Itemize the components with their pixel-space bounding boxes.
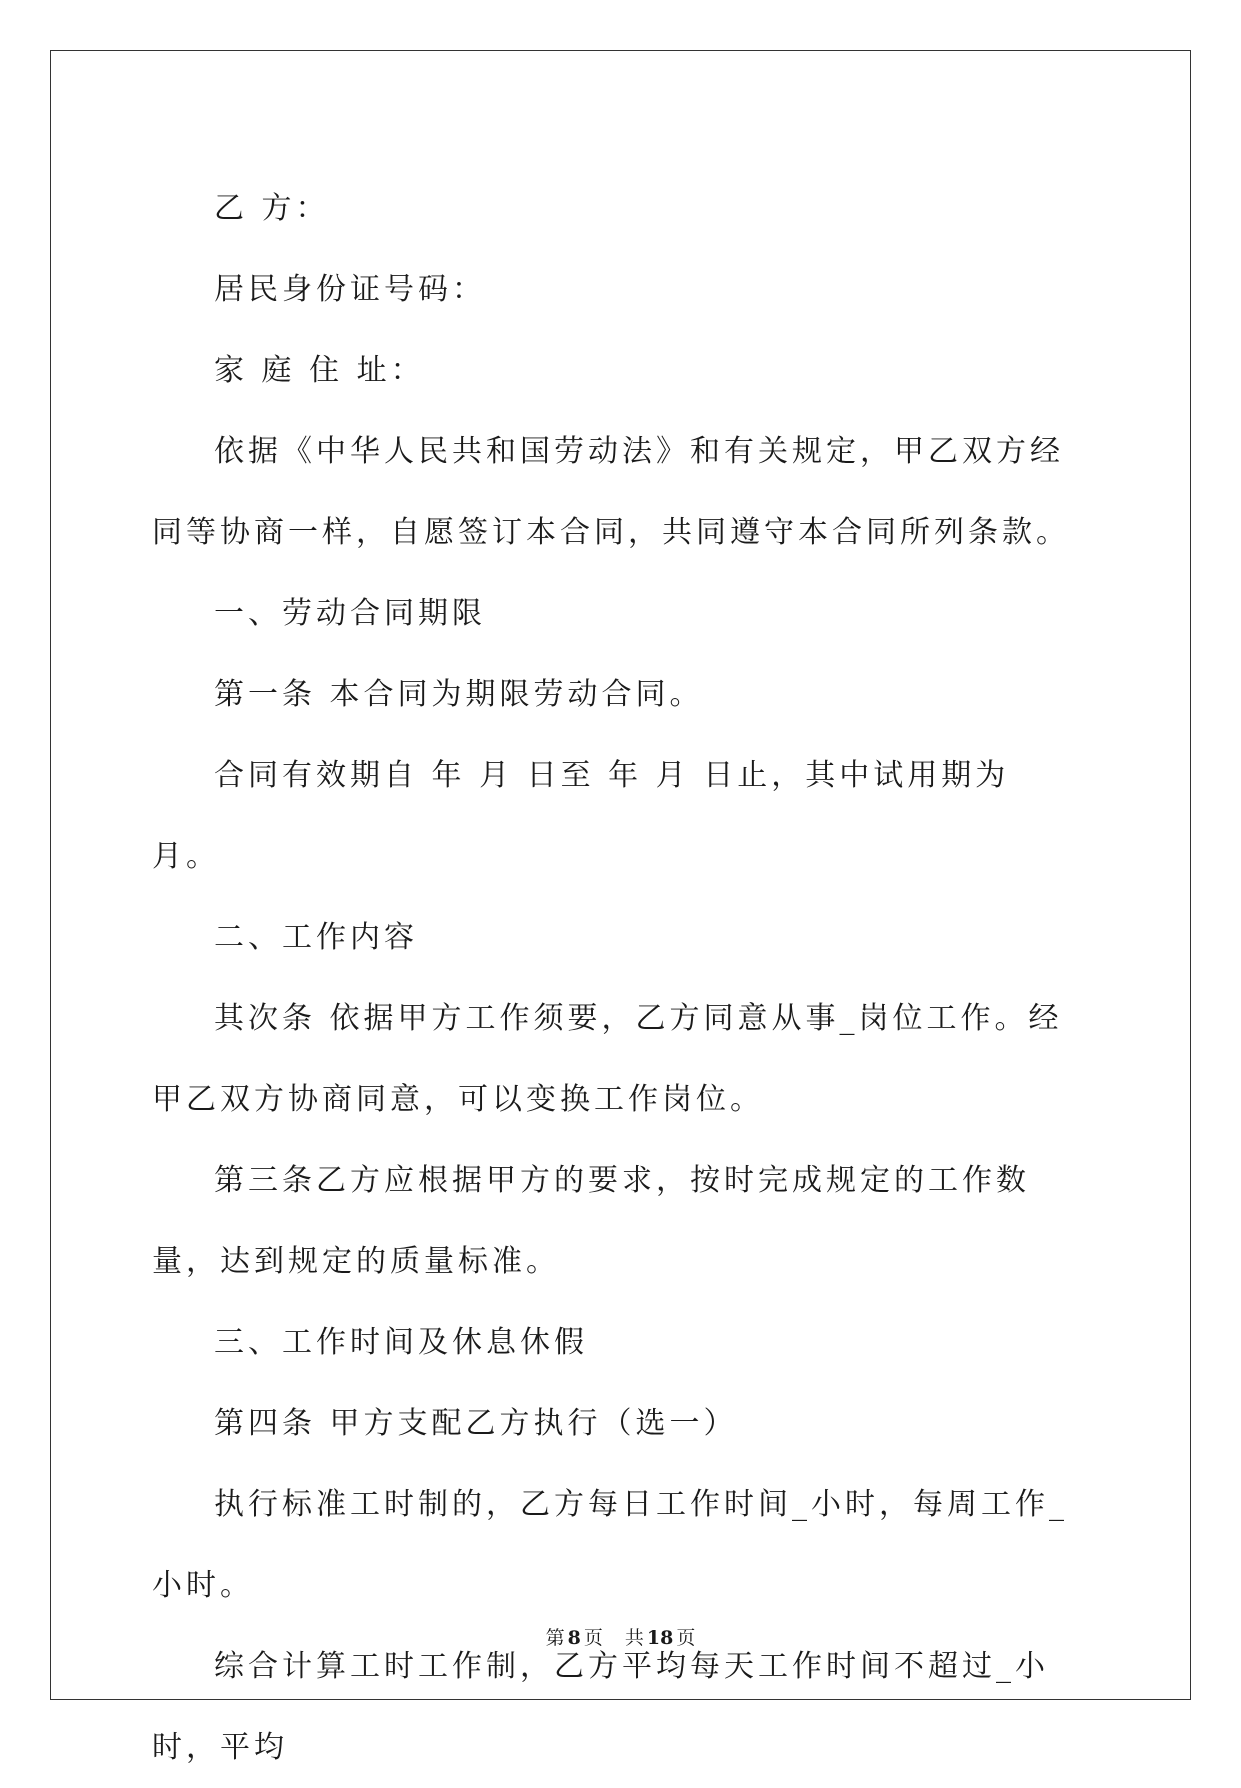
paragraph-id-number: 居民身份证号码： [214,272,486,307]
paragraph-validity-period: 合同有效期自 年 月 日至 年 月 日止，其中试用期为 月。 [152,758,1010,874]
section-heading-contract-term: 一、劳动合同期限 [214,596,486,631]
paragraph-preamble: 依据《中华人民共和国劳动法》和有关规定，甲乙双方经同等协商一样，自愿签订本合同，共同遵守本合同所列条款。 [152,434,1070,550]
page-total: 18 [646,1627,674,1649]
section-heading-working-hours: 三、工作时间及休息休假 [214,1325,588,1360]
page-footer [0,1626,1241,1650]
total-prefix: 共 [624,1627,644,1649]
paragraph-article-2: 其次条 依据甲方工作须要，乙方同意从事_岗位工作。经甲乙双方协商同意，可以变换工作岗位。 [152,1001,1063,1117]
paragraph-article-3: 第三条乙方应根据甲方的要求，按时完成规定的工作数量，达到规定的质量标准。 [152,1163,1030,1279]
paragraph-comprehensive-hours: 综合计算工时工作制，乙方平均每天工作时间不超过_小时，平均 [152,1649,1049,1765]
paragraph-article-4: 第四条 甲方支配乙方执行（选一） [214,1406,738,1441]
page-unit: 页 [583,1627,603,1649]
page-current: 8 [567,1627,581,1649]
document-body [152,168,1090,1788]
paragraph-home-address: 家 庭 住 址： [214,353,425,388]
page-prefix: 第 [545,1627,565,1649]
section-heading-work-content: 二、工作内容 [214,920,418,955]
total-unit: 页 [676,1627,696,1649]
paragraph-standard-hours: 执行标准工时制的，乙方每日工作时间_小时，每周工作_小时。 [152,1487,1068,1603]
paragraph-article-1: 第一条 本合同为期限劳动合同。 [214,677,704,712]
paragraph-party-b: 乙 方： [214,191,330,226]
